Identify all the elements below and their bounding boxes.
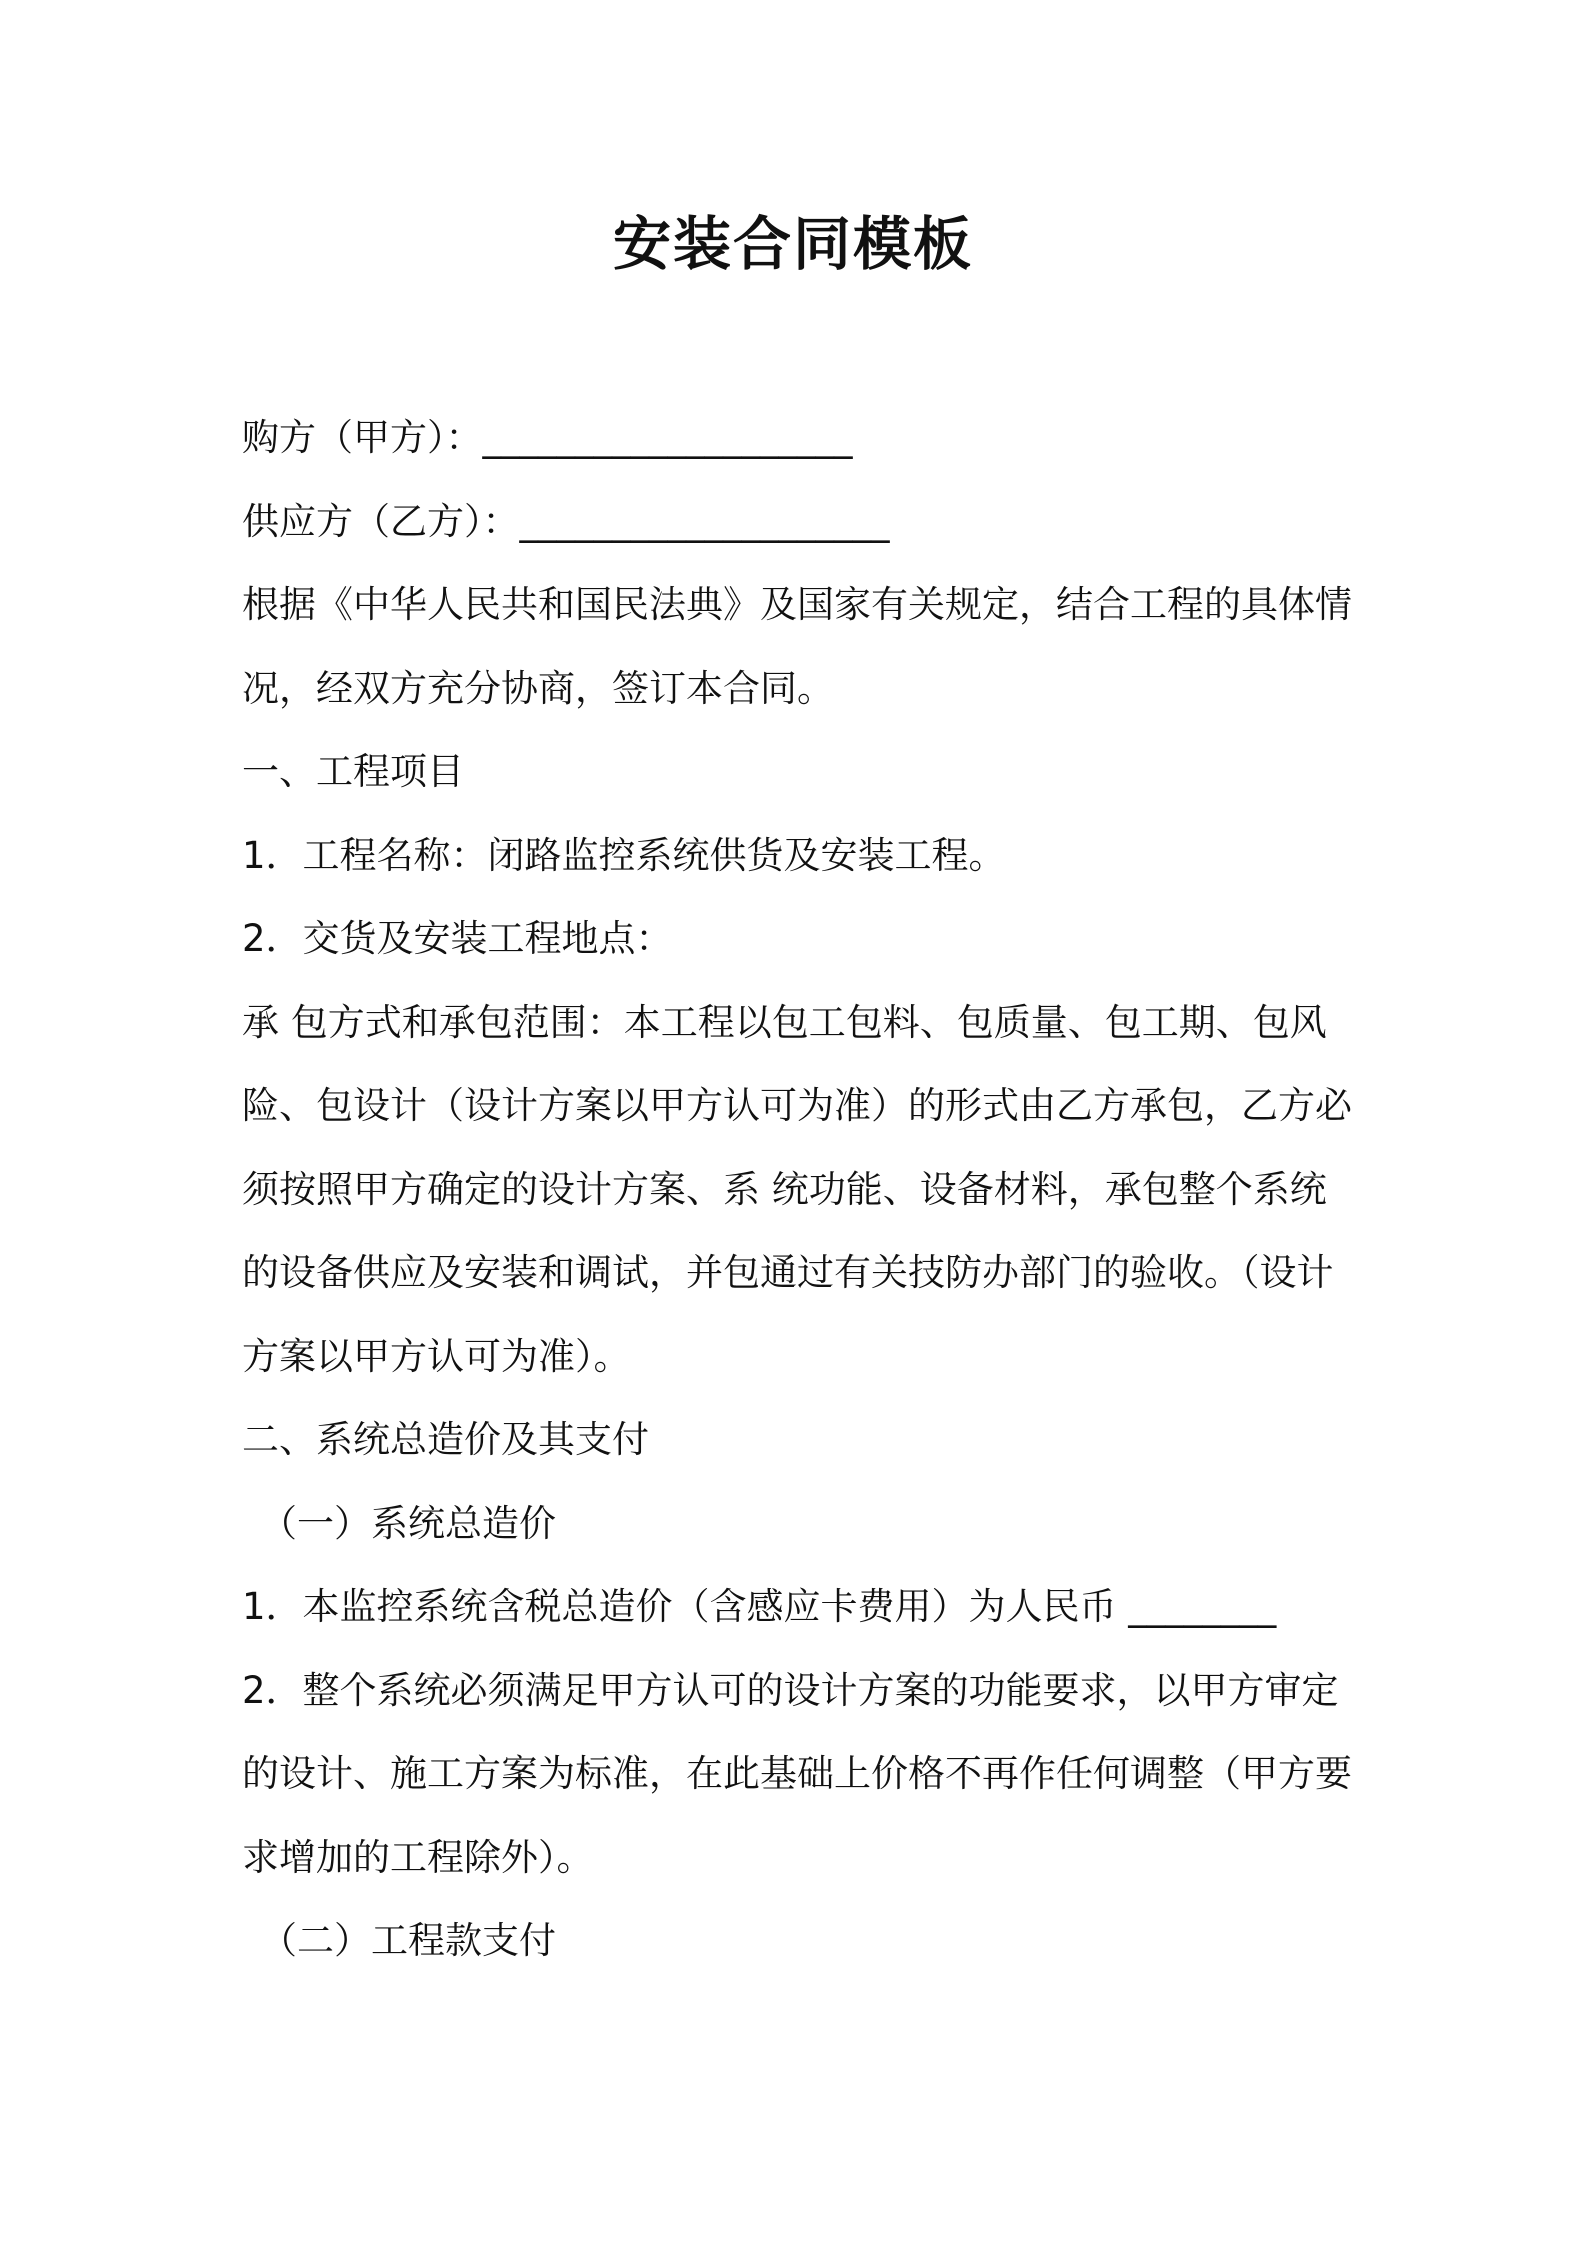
document-body (242, 396, 1352, 1983)
party-a-line: 购方（甲方）：____________________ (242, 416, 853, 459)
price-terms-line-3: 求增加的工程除外）。 (242, 1835, 594, 1879)
contract-scope-line-2: 险、包设计（设计方案以甲方认可为准）的形式由乙方承包，乙方必 (242, 1084, 1352, 1127)
contract-scope-line-4: 的设备供应及安装和调试，并包通过有关技防办部门的验收。（设计 (242, 1251, 1334, 1294)
subsection-2-heading: （二）工程款支付 (260, 1919, 556, 1962)
subsection-1-heading: （一）系统总造价 (260, 1501, 556, 1545)
preamble-line-2: 况，经双方充分协商，签订本合同。 (242, 666, 834, 710)
section-2-heading: 二、系统总造价及其支付 (242, 1418, 649, 1461)
preamble-line-1: 根据《中华人民共和国民法典》及国家有关规定，结合工程的具体情 (242, 583, 1352, 626)
contract-scope-line-3: 须按照甲方确定的设计方案、系 统功能、设备材料，承包整个系统 (242, 1167, 1327, 1211)
document-title: 安装合同模板 (612, 210, 973, 278)
contract-scope-line-1: 承 包方式和承包范围：本工程以包工包料、包质量、包工期、包风 (242, 1000, 1327, 1044)
project-name-line: 1．工程名称：闭路监控系统供货及安装工程。 (242, 833, 1006, 877)
total-price-line: 1．本监控系统含税总造价（含感应卡费用）为人民币 ________ (242, 1585, 1277, 1628)
party-b-line: 供应方（乙方）：____________________ (242, 499, 890, 543)
contract-scope-line-5: 方案以甲方认可为准）。 (242, 1334, 631, 1378)
price-terms-line-1: 2．整个系统必须满足甲方认可的设计方案的功能要求，以甲方审定 (242, 1668, 1339, 1712)
delivery-location-line: 2．交货及安装工程地点： (242, 917, 673, 960)
price-terms-line-2: 的设计、施工方案为标准，在此基础上价格不再作任何调整（甲方要 (242, 1752, 1352, 1795)
section-1-heading: 一、工程项目 (242, 750, 464, 793)
